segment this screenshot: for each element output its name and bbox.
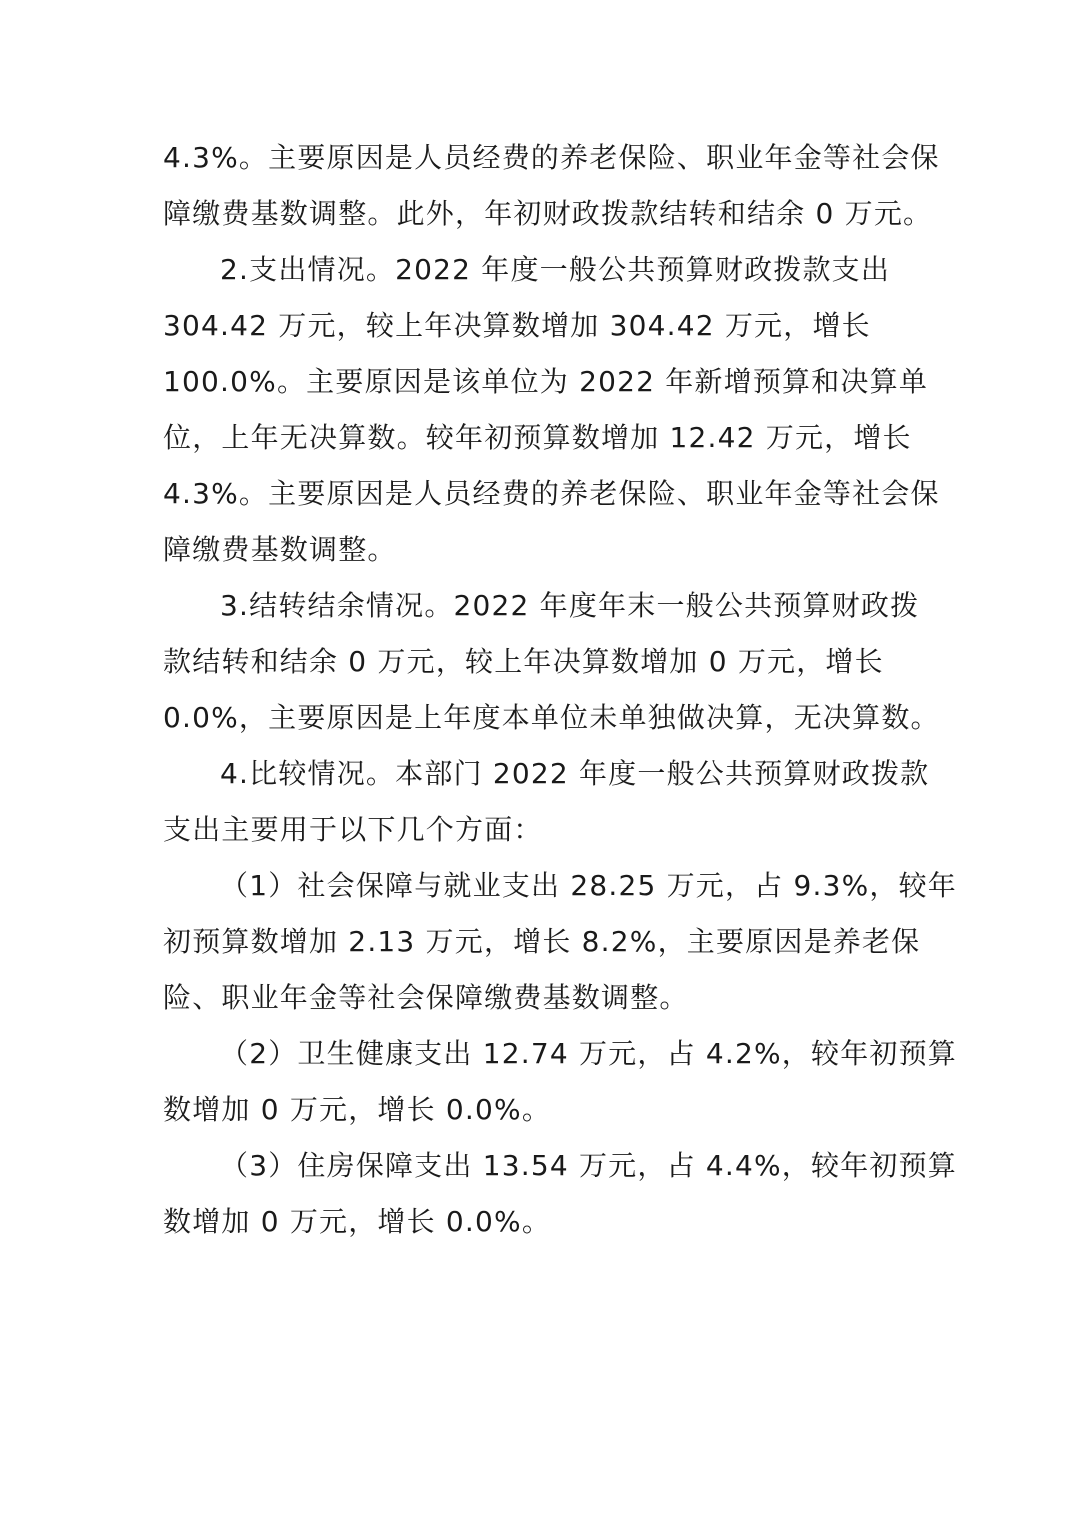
text-line: 4.3%。主要原因是人员经费的养老保险、职业年金等社会保 xyxy=(163,141,940,174)
text-line: 障缴费基数调整。此外，年初财政拨款结转和结余 0 万元。 xyxy=(163,197,933,230)
text-line: 位，上年无决算数。较年初预算数增加 12.42 万元，增长 xyxy=(163,421,912,454)
text-line: 304.42 万元，较上年决算数增加 304.42 万元，增长 xyxy=(163,309,871,342)
list-item: （3）住房保障支出 13.54 万元，占 4.4%，较年初预算 xyxy=(220,1149,958,1182)
text-line: 支出主要用于以下几个方面： xyxy=(163,813,543,846)
text-line: 数增加 0 万元，增长 0.0%。 xyxy=(163,1093,552,1126)
paragraph-heading: 3.结转结余情况。2022 年度年末一般公共预算财政拨 xyxy=(220,589,920,622)
paragraph-heading: 4.比较情况。本部门 2022 年度一般公共预算财政拨款 xyxy=(220,757,930,790)
list-item: （2）卫生健康支出 12.74 万元，占 4.2%，较年初预算 xyxy=(220,1037,958,1070)
text-line: 初预算数增加 2.13 万元，增长 8.2%，主要原因是养老保 xyxy=(163,925,921,958)
text-line: 障缴费基数调整。 xyxy=(163,533,397,566)
text-line: 款结转和结余 0 万元，较上年决算数增加 0 万元，增长 xyxy=(163,645,884,678)
text-line: 4.3%。主要原因是人员经费的养老保险、职业年金等社会保 xyxy=(163,477,940,510)
text-line: 0.0%，主要原因是上年度本单位未单独做决算，无决算数。 xyxy=(163,701,940,734)
list-item: （1）社会保障与就业支出 28.25 万元，占 9.3%，较年 xyxy=(220,869,958,902)
paragraph-heading: 2.支出情况。2022 年度一般公共预算财政拨款支出 xyxy=(220,253,891,286)
text-line: 险、职业年金等社会保障缴费基数调整。 xyxy=(163,981,689,1014)
text-line: 100.0%。主要原因是该单位为 2022 年新增预算和决算单 xyxy=(163,365,929,398)
text-line: 数增加 0 万元，增长 0.0%。 xyxy=(163,1205,552,1238)
